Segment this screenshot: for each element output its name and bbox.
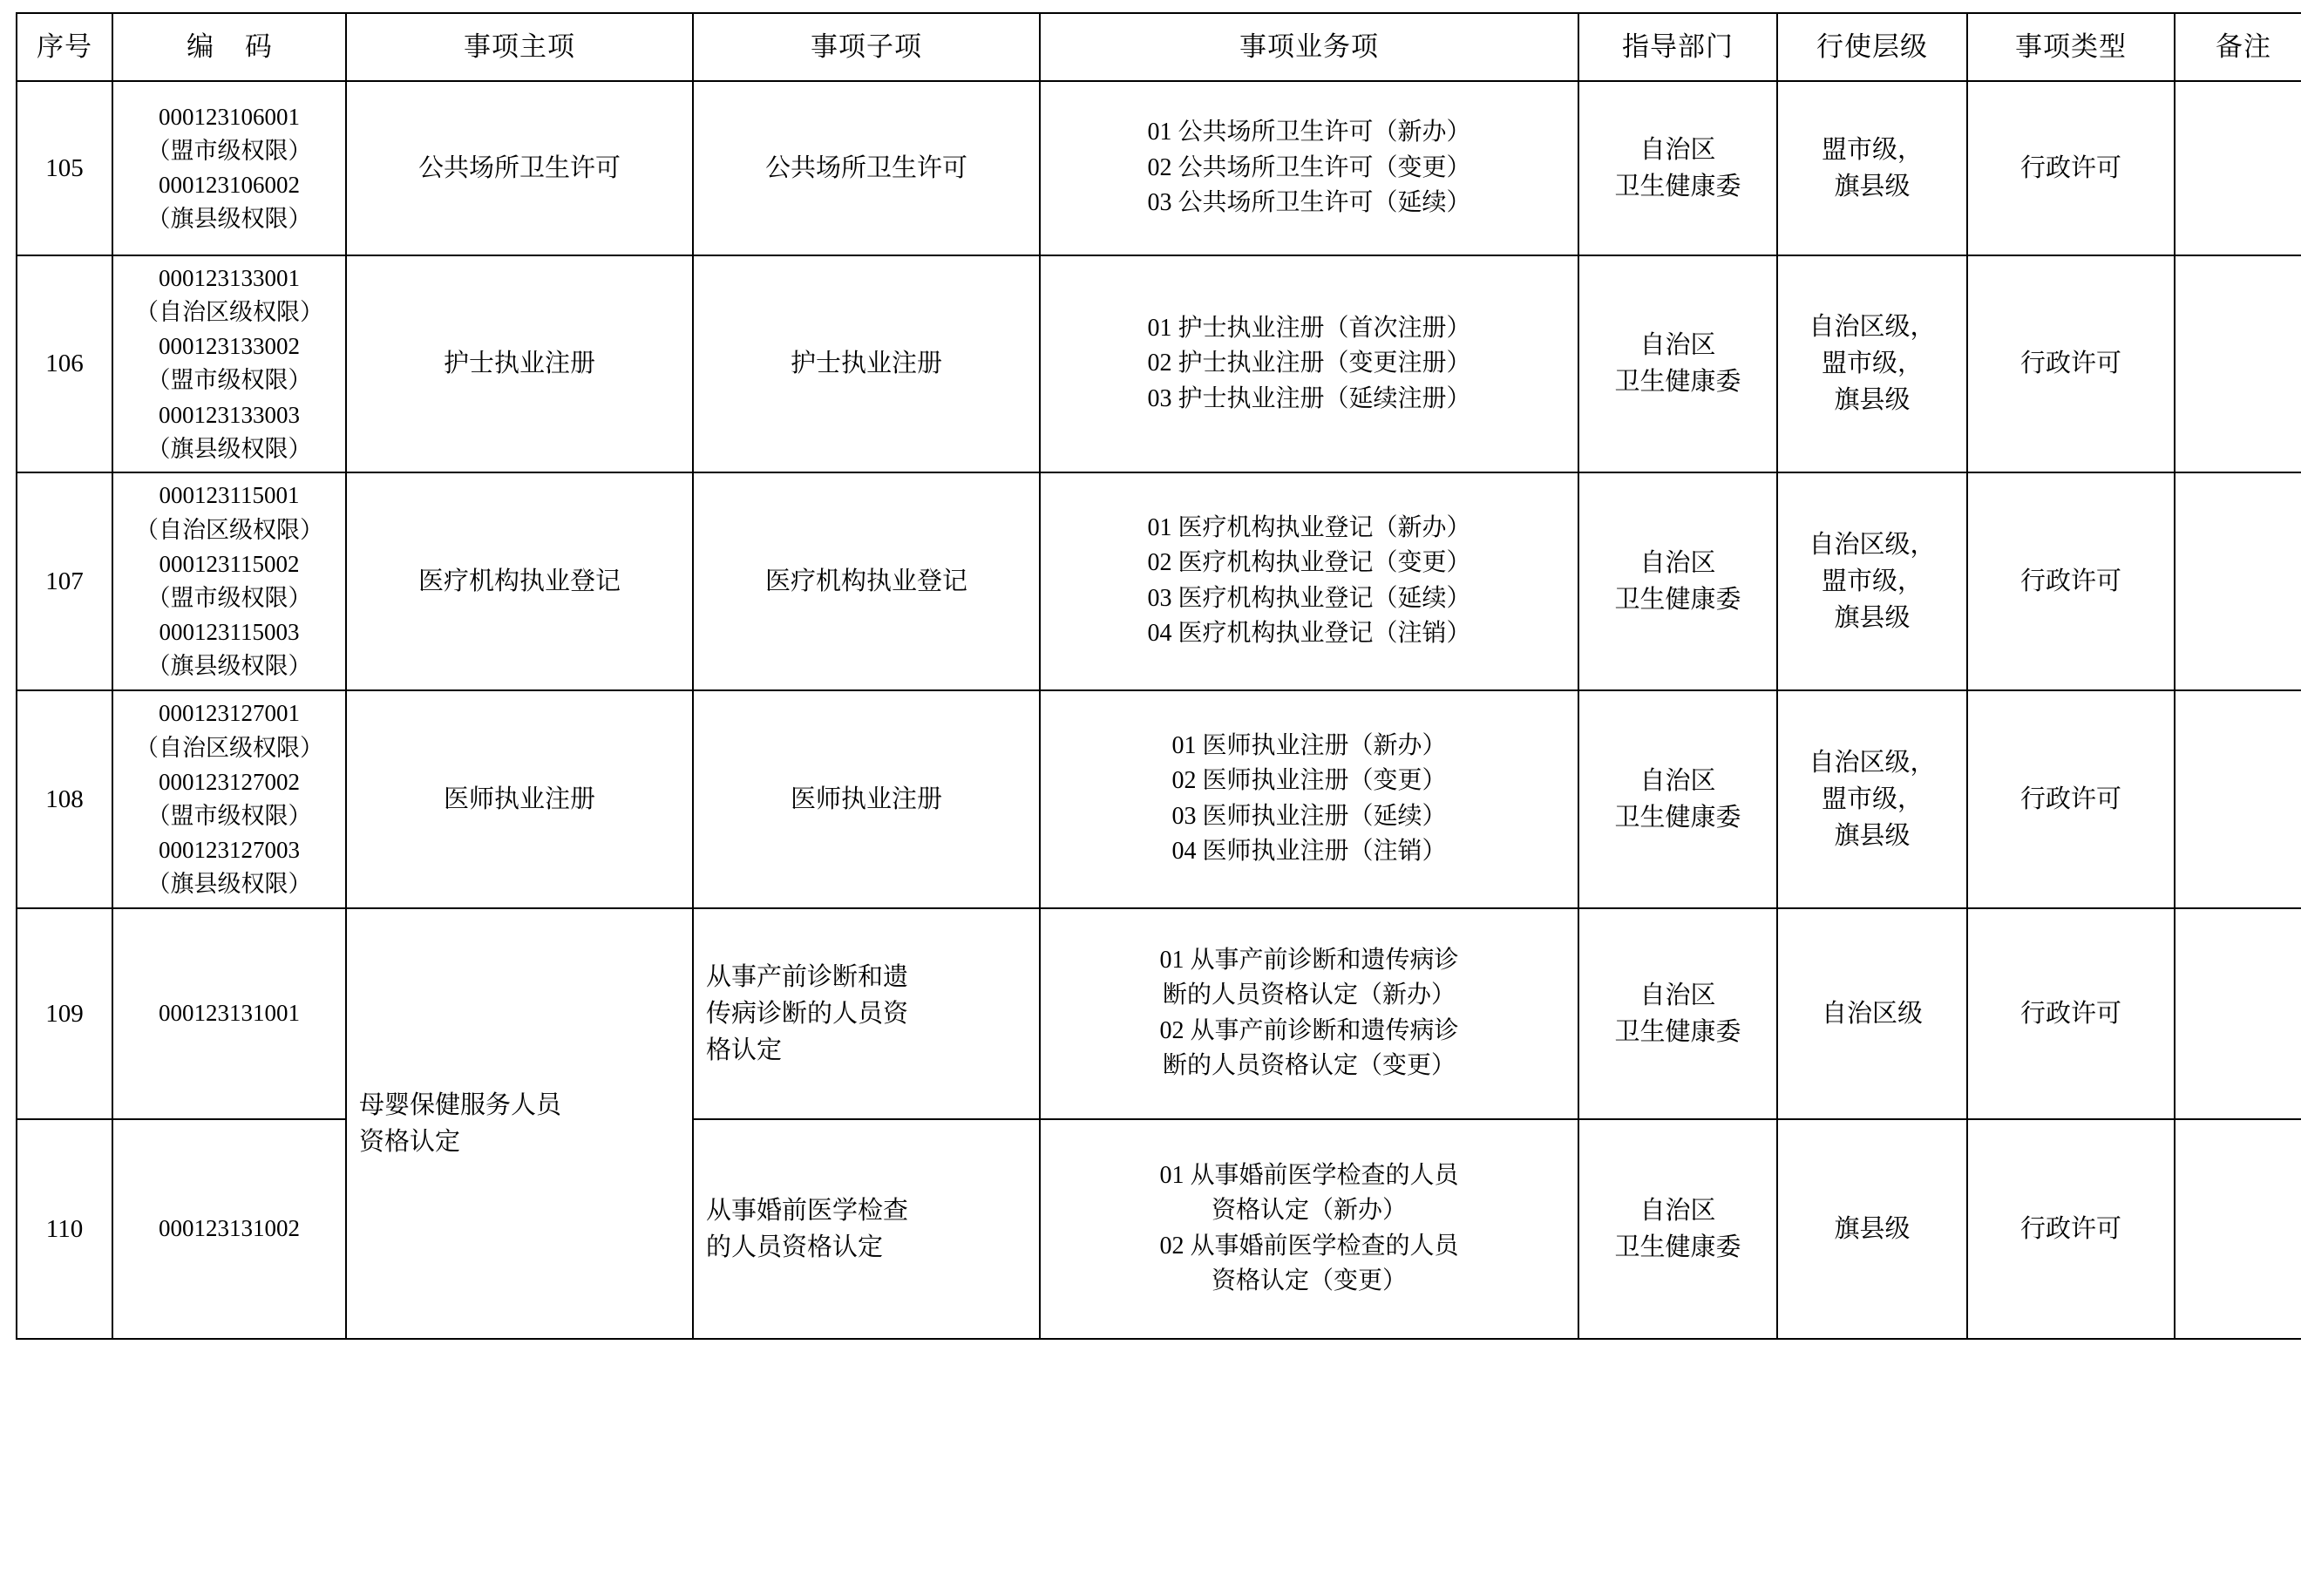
code-line: 000123133001: [159, 265, 300, 291]
code-line: 000123115001: [159, 482, 300, 509]
cell-business-items: [1040, 908, 1578, 1119]
business-line: 02 从事婚前医学检查的人员: [1159, 1232, 1459, 1260]
business-lines: [1048, 1158, 1571, 1300]
sub-item-lines: [706, 959, 1032, 1069]
code-line: 000123133003: [159, 401, 300, 428]
column-header-type: 事项类型: [1967, 13, 2175, 81]
cell-business-items: [1040, 255, 1578, 472]
cell-code: [112, 690, 346, 908]
cell-remark: [2175, 472, 2301, 690]
column-header-remark: 备注: [2175, 13, 2301, 81]
cell-seq: 108: [17, 690, 112, 908]
table-body: [17, 81, 2301, 1339]
cell-remark: [2175, 908, 2301, 1119]
business-line: 01 护士执业注册（首次注册）: [1147, 314, 1471, 342]
cell-matter-type: 行政许可: [1967, 690, 2175, 908]
sub-item-line: 从事产前诊断和遗: [706, 962, 909, 991]
level-line: 旗县级: [1834, 603, 1911, 632]
dept-lines: [1586, 977, 1769, 1050]
business-line: 01 从事婚前医学检查的人员: [1159, 1161, 1459, 1189]
cell-seq: 109: [17, 908, 112, 1119]
dept-line: 自治区: [1639, 981, 1716, 1009]
business-line: 03 医师执业注册（延续）: [1171, 802, 1447, 830]
cell-remark: [2175, 81, 2301, 255]
cell-exercise-level: [1777, 472, 1967, 690]
code-line: （旗县级权限）: [146, 871, 312, 898]
cell-seq: 105: [17, 81, 112, 255]
level-line: 旗县级: [1834, 173, 1911, 200]
dept-line: 自治区: [1639, 766, 1716, 795]
cell-remark: [2175, 255, 2301, 472]
cell-code: 000123131001: [112, 908, 346, 1119]
business-line: 01 公共场所卫生许可（新办）: [1147, 119, 1471, 146]
cell-main-item-merged: [346, 908, 693, 1339]
level-line: 盟市级，: [1821, 350, 1923, 378]
cell-sub-item: [693, 908, 1040, 1119]
code-line: （自治区级权限）: [135, 516, 323, 543]
level-lines: [1785, 132, 1959, 205]
main-item-line: 资格认定: [359, 1127, 461, 1156]
cell-code: 000123131002: [112, 1119, 346, 1339]
main-item-line: 母婴保健服务人员: [359, 1090, 562, 1119]
cell-guiding-department: [1578, 908, 1777, 1119]
cell-matter-type: 行政许可: [1967, 908, 2175, 1119]
header-row: [17, 13, 2301, 81]
table-row: [17, 81, 2301, 255]
cell-guiding-department: [1578, 255, 1777, 472]
dept-lines: [1586, 132, 1769, 205]
business-lines: [1048, 511, 1571, 652]
business-lines: [1048, 943, 1571, 1084]
code-line: （旗县级权限）: [146, 435, 312, 462]
cell-remark: [2175, 690, 2301, 908]
cell-matter-type: 行政许可: [1967, 81, 2175, 255]
cell-code: [112, 81, 346, 255]
code-lines: [120, 479, 338, 683]
code-line: （旗县级权限）: [146, 206, 312, 233]
cell-code: [112, 255, 346, 472]
code-line: （自治区级权限）: [135, 299, 323, 326]
cell-business-items: [1040, 690, 1578, 908]
level-lines: [1785, 744, 1959, 854]
cell-guiding-department: [1578, 1119, 1777, 1339]
dept-line: 卫生健康委: [1614, 1017, 1741, 1046]
business-lines: [1048, 729, 1571, 870]
level-line: 盟市级，: [1821, 567, 1923, 595]
column-header-biz: 事项业务项: [1040, 13, 1578, 81]
dept-line: 自治区: [1639, 548, 1716, 577]
cell-remark: [2175, 1119, 2301, 1339]
code-line: 000123133002: [159, 333, 300, 360]
sub-item-line: 从事婚前医学检查: [706, 1196, 909, 1225]
cell-guiding-department: [1578, 81, 1777, 255]
cell-guiding-department: [1578, 472, 1777, 690]
cell-seq: 106: [17, 255, 112, 472]
cell-matter-type: 行政许可: [1967, 472, 2175, 690]
business-line: 02 医疗机构执业登记（变更）: [1147, 549, 1471, 577]
level-line: 自治区级，: [1809, 748, 1936, 777]
code-line: 000123127003: [159, 836, 300, 863]
business-line: 02 从事产前诊断和遗传病诊: [1159, 1016, 1459, 1044]
cell-exercise-level: [1777, 690, 1967, 908]
level-lines: [1785, 309, 1959, 418]
business-line: 资格认定（变更）: [1211, 1267, 1407, 1295]
table-header: [17, 13, 2301, 81]
sub-item-line: 传病诊断的人员资: [706, 999, 909, 1028]
cell-exercise-level: [1777, 81, 1967, 255]
column-header-level: 行使层级: [1777, 13, 1967, 81]
business-line: 02 医师执业注册（变更）: [1171, 767, 1447, 795]
code-line: 000123127002: [159, 768, 300, 795]
dept-line: 自治区: [1639, 1196, 1716, 1225]
business-lines: [1048, 115, 1571, 221]
business-line: 04 医疗机构执业登记（注销）: [1147, 620, 1471, 648]
level-line: 自治区级，: [1809, 313, 1936, 342]
business-line: 01 医疗机构执业登记（新办）: [1147, 513, 1471, 541]
cell-seq: 110: [17, 1119, 112, 1339]
business-line: 断的人员资格认定（变更）: [1162, 1052, 1456, 1080]
code-line: 000123115003: [159, 618, 300, 645]
level-line: 盟市级，: [1821, 135, 1923, 164]
table-row: [17, 908, 2301, 1119]
cell-main-item: 护士执业注册: [346, 255, 693, 472]
cell-code: [112, 472, 346, 690]
column-header-sub: 事项子项: [693, 13, 1040, 81]
dept-line: 卫生健康委: [1614, 173, 1741, 200]
level-line: 自治区级，: [1809, 530, 1936, 559]
code-line: （盟市级权限）: [146, 584, 312, 611]
cell-business-items: [1040, 81, 1578, 255]
table-row: [17, 472, 2301, 690]
dept-line: 自治区: [1639, 331, 1716, 360]
code-lines: [120, 100, 338, 237]
cell-exercise-level: 自治区级: [1777, 908, 1967, 1119]
cell-seq: 107: [17, 472, 112, 690]
cell-sub-item: 医师执业注册: [693, 690, 1040, 908]
code-line: 000123127001: [159, 700, 300, 727]
level-line: 盟市级，: [1821, 784, 1923, 813]
cell-business-items: [1040, 472, 1578, 690]
business-lines: [1048, 311, 1571, 418]
cell-sub-item: 护士执业注册: [693, 255, 1040, 472]
column-header-seq: 序号: [17, 13, 112, 81]
cell-main-item: 医师执业注册: [346, 690, 693, 908]
code-line: （盟市级权限）: [146, 367, 312, 394]
dept-lines: [1586, 545, 1769, 618]
level-line: 旗县级: [1834, 386, 1911, 415]
business-line: 04 医师执业注册（注销）: [1171, 838, 1447, 866]
dept-lines: [1586, 327, 1769, 400]
sub-item-lines: [706, 1192, 1032, 1266]
code-line: （盟市级权限）: [146, 802, 312, 829]
sub-item-line: 格认定: [706, 1036, 783, 1064]
table-row: [17, 690, 2301, 908]
business-line: 01 从事产前诊断和遗传病诊: [1159, 946, 1459, 974]
table-row: [17, 255, 2301, 472]
code-line: 000123115002: [159, 550, 300, 577]
dept-lines: [1586, 763, 1769, 836]
business-line: 03 护士执业注册（延续注册）: [1147, 384, 1471, 412]
government-matters-table: [16, 12, 2301, 1340]
business-line: 03 医疗机构执业登记（延续）: [1147, 584, 1471, 612]
cell-exercise-level: 旗县级: [1777, 1119, 1967, 1339]
dept-line: 卫生健康委: [1614, 1233, 1741, 1261]
main-item-lines: [359, 1087, 685, 1160]
dept-line: 卫生健康委: [1614, 368, 1741, 397]
code-line: （盟市级权限）: [146, 137, 312, 164]
cell-main-item: 公共场所卫生许可: [346, 81, 693, 255]
cell-business-items: [1040, 1119, 1578, 1339]
business-line: 资格认定（新办）: [1211, 1197, 1407, 1225]
cell-sub-item: [693, 1119, 1040, 1339]
business-line: 断的人员资格认定（新办）: [1162, 981, 1456, 1009]
code-line: 000123106001: [159, 103, 300, 130]
code-line: 000123106002: [159, 172, 300, 198]
business-line: 03 公共场所卫生许可（延续）: [1147, 189, 1471, 217]
dept-line: 卫生健康委: [1614, 803, 1741, 832]
business-line: 02 公共场所卫生许可（变更）: [1147, 153, 1471, 181]
column-header-dept: 指导部门: [1578, 13, 1777, 81]
column-header-code-label: 编 码: [187, 31, 284, 62]
column-header-code: [112, 13, 346, 81]
cell-sub-item: 公共场所卫生许可: [693, 81, 1040, 255]
code-lines: [120, 261, 338, 466]
cell-matter-type: 行政许可: [1967, 255, 2175, 472]
code-line: （旗县级权限）: [146, 653, 312, 680]
level-lines: [1785, 526, 1959, 636]
dept-line: 自治区: [1639, 135, 1716, 164]
level-line: 旗县级: [1834, 821, 1911, 850]
cell-sub-item: 医疗机构执业登记: [693, 472, 1040, 690]
dept-line: 卫生健康委: [1614, 585, 1741, 614]
business-line: 01 医师执业注册（新办）: [1171, 731, 1447, 759]
cell-matter-type: 行政许可: [1967, 1119, 2175, 1339]
cell-guiding-department: [1578, 690, 1777, 908]
sub-item-line: 的人员资格认定: [706, 1233, 884, 1261]
cell-main-item: 医疗机构执业登记: [346, 472, 693, 690]
cell-exercise-level: [1777, 255, 1967, 472]
business-line: 02 护士执业注册（变更注册）: [1147, 350, 1471, 377]
column-header-main: 事项主项: [346, 13, 693, 81]
code-line: （自治区级权限）: [135, 734, 323, 761]
code-lines: [120, 696, 338, 901]
dept-lines: [1586, 1192, 1769, 1266]
